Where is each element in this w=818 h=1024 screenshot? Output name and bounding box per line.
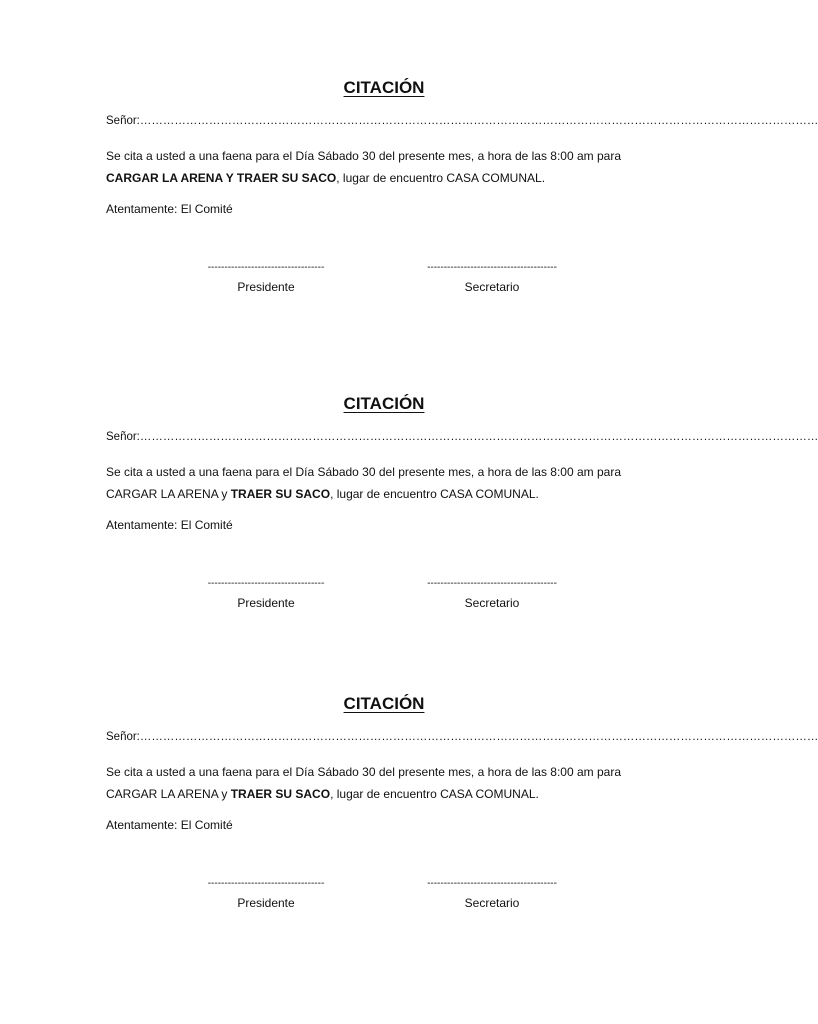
task-text-a: CARGAR LA ARENA Y (106, 171, 234, 185)
citation-body (106, 145, 666, 189)
closing-text: Atentamente: El Comité (106, 818, 233, 832)
body-line-1: Se cita a usted a una faena para el Día Sábado 30 del presente mes, a hora de las 8:00 am para (106, 149, 622, 163)
signature-line: ----------------------------------- (207, 262, 325, 273)
citation-title: CITACIÓN (343, 394, 425, 413)
signature-president (196, 578, 336, 610)
task-text-b: TRAER SU SACO (233, 171, 337, 185)
signature-role: Secretario (464, 280, 520, 294)
signature-secretary (413, 878, 571, 910)
signature-line: ----------------------------------- (207, 578, 325, 589)
body-line-2 (106, 167, 666, 189)
body-line-2 (106, 783, 666, 805)
signature-secretary (413, 262, 571, 294)
signature-line: --------------------------------------- (427, 262, 557, 273)
signature-role: Secretario (464, 596, 520, 610)
body-line-2 (106, 483, 666, 505)
signature-role: Presidente (237, 896, 295, 910)
citation-body (106, 461, 666, 505)
signature-line: ----------------------------------- (207, 878, 325, 889)
citation-block-3 (0, 694, 818, 954)
signature-role: Presidente (237, 596, 295, 610)
meeting-place-text: , lugar de encuentro CASA COMUNAL. (336, 171, 546, 185)
task-text-a: CARGAR LA ARENA y (106, 487, 231, 501)
signature-secretary (413, 578, 571, 610)
signature-president (196, 262, 336, 294)
task-text-b: TRAER SU SACO (230, 787, 331, 801)
signature-role: Secretario (464, 896, 520, 910)
closing-text: Atentamente: El Comité (106, 202, 233, 216)
citation-block-1 (0, 78, 818, 338)
citation-body (106, 761, 666, 805)
task-text-b: TRAER SU SACO (230, 487, 331, 501)
closing-text: Atentamente: El Comité (106, 518, 233, 532)
addressee-line: Señor:…………………………………………………………………………………………………………………………………………………………… (106, 431, 818, 443)
addressee-line: Señor:…………………………………………………………………………………………………………………………………………………………… (106, 731, 818, 743)
citation-title: CITACIÓN (343, 78, 425, 97)
meeting-place-text: , lugar de encuentro CASA COMUNAL. (330, 787, 539, 801)
citation-block-2 (0, 394, 818, 654)
signature-line: --------------------------------------- (427, 878, 557, 889)
addressee-line: Señor:…………………………………………………………………………………………………………………………………………………………… (106, 115, 818, 127)
citation-title: CITACIÓN (343, 694, 425, 713)
signature-role: Presidente (237, 280, 295, 294)
task-text-a: CARGAR LA ARENA y (106, 787, 231, 801)
body-line-1: Se cita a usted a una faena para el Día Sábado 30 del presente mes, a hora de las 8:00 am para (106, 465, 622, 479)
signature-president (196, 878, 336, 910)
body-line-1: Se cita a usted a una faena para el Día Sábado 30 del presente mes, a hora de las 8:00 am para (106, 765, 622, 779)
meeting-place-text: , lugar de encuentro CASA COMUNAL. (330, 487, 539, 501)
signature-line: --------------------------------------- (427, 578, 557, 589)
